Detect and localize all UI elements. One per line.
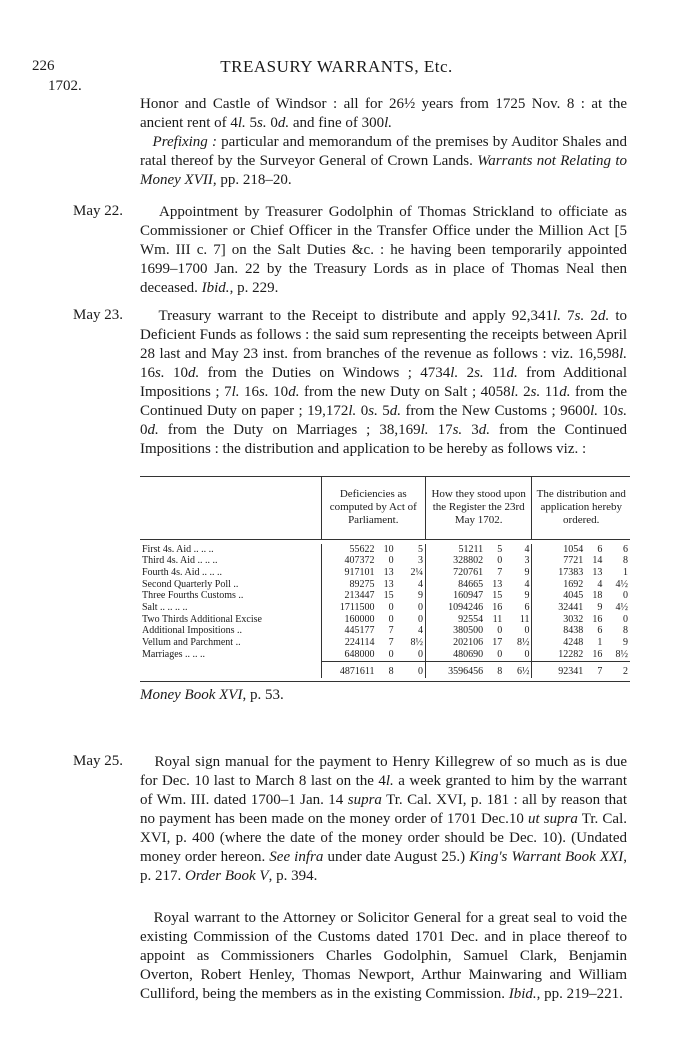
entry-text: Appointment by Treasurer Godolphin of Thomas Strickland to officiate as Commissioner or Chief Officer in the Transfer Office under the Million Act [5 Wm. III c. 7] on the Salt Duties &c. : he having been temporarily appointed 1699–1700 Jan. 22 by the Treasury Lords as in place of Thomas Neal then deceased. Ibid., p. 229. [140,204,627,296]
table-cell: 8½ [410,637,423,649]
totals-row [140,666,630,678]
table-cell: 13 [383,566,394,578]
table-cell: 160000 [321,614,376,626]
table-cell: 7 [388,637,394,649]
table-cell: 8 [388,666,394,678]
table-cell: 14 [592,555,603,567]
entry-customs-commission [140,909,627,1004]
table-row [140,625,630,637]
entry-text: Honor and Castle of Windsor : all for 26½ years from 1725 Nov. 8 : at the ancient rent of 4l. 5s. 0d. and fine of 300l. Prefixing : particular and memorandum of the premises by Auditor Shales and ratal thereof by the Surveyor General of Crown Lands. Warrants not Relating to Money XVII, pp. 218–20. [140,96,628,188]
table-cell: Three Fourths Customs .. [142,590,244,602]
table-cell: 11 [492,613,503,625]
table-cell: 9 [597,602,603,614]
table-cell: 1 [623,566,628,578]
table-cell: 0 [524,625,530,637]
table-cell: 0 [388,648,394,660]
table-cell: 89275 [321,579,376,591]
table-cell: 8 [623,555,628,567]
table-cell: 1054 [532,544,585,556]
table-cell: 92554 [425,614,485,626]
table-cell: 8 [623,625,628,637]
table-cell: 32441 [532,602,585,614]
table-cell: 10 [383,543,394,555]
table-cell: 0 [388,613,394,625]
table-cell: 4½ [615,578,628,590]
table-cell: 445177 [321,625,376,637]
table-cell: Vellum and Parchment .. [142,637,241,649]
running-title: TREASURY WARRANTS, Etc. [220,57,453,76]
table-cell: 8 [497,666,503,678]
table-cell: 407372 [321,555,376,567]
entry-text: Royal warrant to the Attorney or Solicitor General for a great seal to void the existing Commission of the Customs dated 1701 Dec. and in place thereof to appoint as Commissioners Charles Godolphin, Samuel Clark, Benjamin Overton, Robert Henley, Thomas Newport, Arthur Mainwaring and William Culliford, being the members as in the existing Commission. Ibid., pp. 219–221. [140,910,627,1002]
table-cell: 6 [597,625,603,637]
table-cell: 0 [388,602,394,614]
table-cell: 4 [524,578,530,590]
table-row [140,590,630,602]
entry-strickland-appointment [140,203,627,298]
year-marker: 1702. [48,78,82,94]
table-cell: 3596456 [425,666,485,678]
table-cell: Additional Impositions .. [142,625,242,637]
table-cell: 12282 [532,649,585,661]
table-cell: 0 [623,613,628,625]
table-cell: 720761 [425,567,485,579]
table-cell: Third 4s. Aid .. .. .. [142,555,218,567]
table-cell: Salt .. .. .. .. [142,602,188,614]
table-cell: 0 [388,555,394,567]
table-cell: 0 [524,648,530,660]
table-cell: 6 [524,602,530,614]
table-source-citation: Money Book XVI, p. 53. [140,686,284,703]
table-row [140,649,630,661]
table-cell: 7 [497,566,503,578]
table-cell: 160947 [425,590,485,602]
table-cell: 6½ [516,666,530,678]
entry-text: Royal sign manual for the payment to Henry Killegrew of so much as is due for Dec. 10 last to March 8 last on the 4l. a week granted to him by the warrant of Wm. III. dated 1700–1 Jan. 14 supra Tr. Cal. XVI, p. 181 : all by reason that no payment has been made on the money order of 1701 Dec.10 ut supra Tr. Cal. XVI, p. 400 (where the date of the money order should be Dec. 10). (Undated money order hereon. See infra under date August 25.) King's Warrant Book XXI, p. 217. Order Book V, p. 394. [140,754,628,884]
table-cell: 917101 [321,567,376,579]
table-cell: 15 [383,590,394,602]
table-cell: 328802 [425,555,485,567]
table-cell: 3 [417,555,423,567]
table-row [140,555,630,567]
table-cell: 0 [497,648,503,660]
deficient-funds-table-wrap [140,476,630,705]
table-cell: 13 [492,578,503,590]
table-cell: 8½ [516,637,530,649]
table-cell: 13 [383,578,394,590]
table-cell: 213447 [321,590,376,602]
table-cell: 8438 [532,625,585,637]
table-cell: 55622 [321,544,376,556]
table-cell: 17383 [532,567,585,579]
table-cell: 6 [623,543,628,555]
table-cell: 0 [417,602,423,614]
table-cell: 5 [497,543,503,555]
entry-date: May 25. [73,753,123,769]
table-cell: 1711500 [321,602,376,614]
table-cell: 3032 [532,614,585,626]
table-cell: 7721 [532,555,585,567]
table-cell: 15 [492,590,503,602]
table-cell: 380500 [425,625,485,637]
table-row [140,637,630,649]
table-cell: 16 [592,648,603,660]
entry-killegrew-payment [140,753,627,886]
table-cell: 17 [492,637,503,649]
table-cell: 4 [417,625,423,637]
table-row [140,602,630,614]
page-number: 226 [32,58,55,74]
entry-deficient-funds-warrant [140,307,627,459]
table-cell: 2 [623,666,628,678]
column-header: How they stood upon the Register the 23rd May 1702. [425,477,532,539]
table-cell: Second Quarterly Poll .. [142,578,239,590]
table-row [140,579,630,591]
table-cell: 7 [388,625,394,637]
table-cell: 0 [497,555,503,567]
table-row [140,567,630,579]
column-header: The distribution and application hereby ordered. [532,477,630,539]
table-cell: 480690 [425,649,485,661]
table-cell: Fourth 4s. Aid .. .. .. [142,566,223,578]
table-cell: 0 [623,590,628,602]
entry-date: May 22. [73,203,123,219]
table-row [140,544,630,556]
table-cell: 13 [592,566,603,578]
table-cell: Two Thirds Additional Excise [142,613,262,625]
table-cell: 0 [417,613,423,625]
table-cell: 4 [524,543,530,555]
table-cell: 8½ [615,648,628,660]
table-cell: 4 [597,578,603,590]
table-cell: 648000 [321,649,376,661]
table-cell: 7 [597,666,603,678]
table-cell: 84665 [425,579,485,591]
table-cell: 4½ [615,602,628,614]
table-cell: 0 [417,648,423,660]
entry-windsor-continuation [140,95,627,190]
table-cell: 1692 [532,579,585,591]
table-cell: 16 [492,602,503,614]
table-cell: 4248 [532,637,585,649]
entry-date: May 23. [73,307,123,323]
table-cell: 4871611 [321,666,376,678]
table-cell: 202106 [425,637,485,649]
row-label-header [140,477,321,539]
table-cell: 224114 [321,637,376,649]
table-cell: 0 [417,666,423,678]
table-cell: 1 [597,637,603,649]
table-cell: 5 [417,543,423,555]
table-cell: 1094246 [425,602,485,614]
table-cell: 6 [597,543,603,555]
table-row [140,614,630,626]
table-cell: 9 [623,637,628,649]
table-cell: Marriages .. .. .. [142,649,206,661]
table-cell: 9 [524,566,530,578]
table-cell: 4 [417,578,423,590]
table-cell: 11 [519,613,530,625]
table-cell: 18 [592,590,603,602]
table-cell: 2¼ [410,566,423,578]
table-cell: 0 [497,625,503,637]
deficient-funds-table [140,477,630,678]
table-cell: 4045 [532,590,585,602]
table-cell: 9 [417,590,423,602]
table-cell: 51211 [425,544,485,556]
table-cell: 3 [524,555,530,567]
table-cell: First 4s. Aid .. .. .. [142,543,214,555]
entry-text: Treasury warrant to the Receipt to distribute and apply 92,341l. 7s. 2d. to Deficient Funds as follows : the said sum representing the receipts between April 28 last and May 23 inst. from branches of the revenue as follows : viz. 16,598l. 16s. 10d. from the Duties on Windows ; 4734l. 2s. 11d. from Additional Impositions ; 7l. 16s. 10d. from the new Duty on Salt ; 4058l. 2s. 11d. from the Continued Duty on paper ; 19,172l. 0s. 5d. from the New Customs ; 9600l. 10s. 0d. from the Duty on Marriages ; 38,169l. 17s. 3d. from the Continued Impositions : the distribution and application to be hereby as follows viz. : [140,308,628,457]
table-cell: 9 [524,590,530,602]
column-header: Deficiencies as computed by Act of Parliament. [321,477,425,539]
table-cell: 16 [592,613,603,625]
table-cell: 92341 [532,666,585,678]
